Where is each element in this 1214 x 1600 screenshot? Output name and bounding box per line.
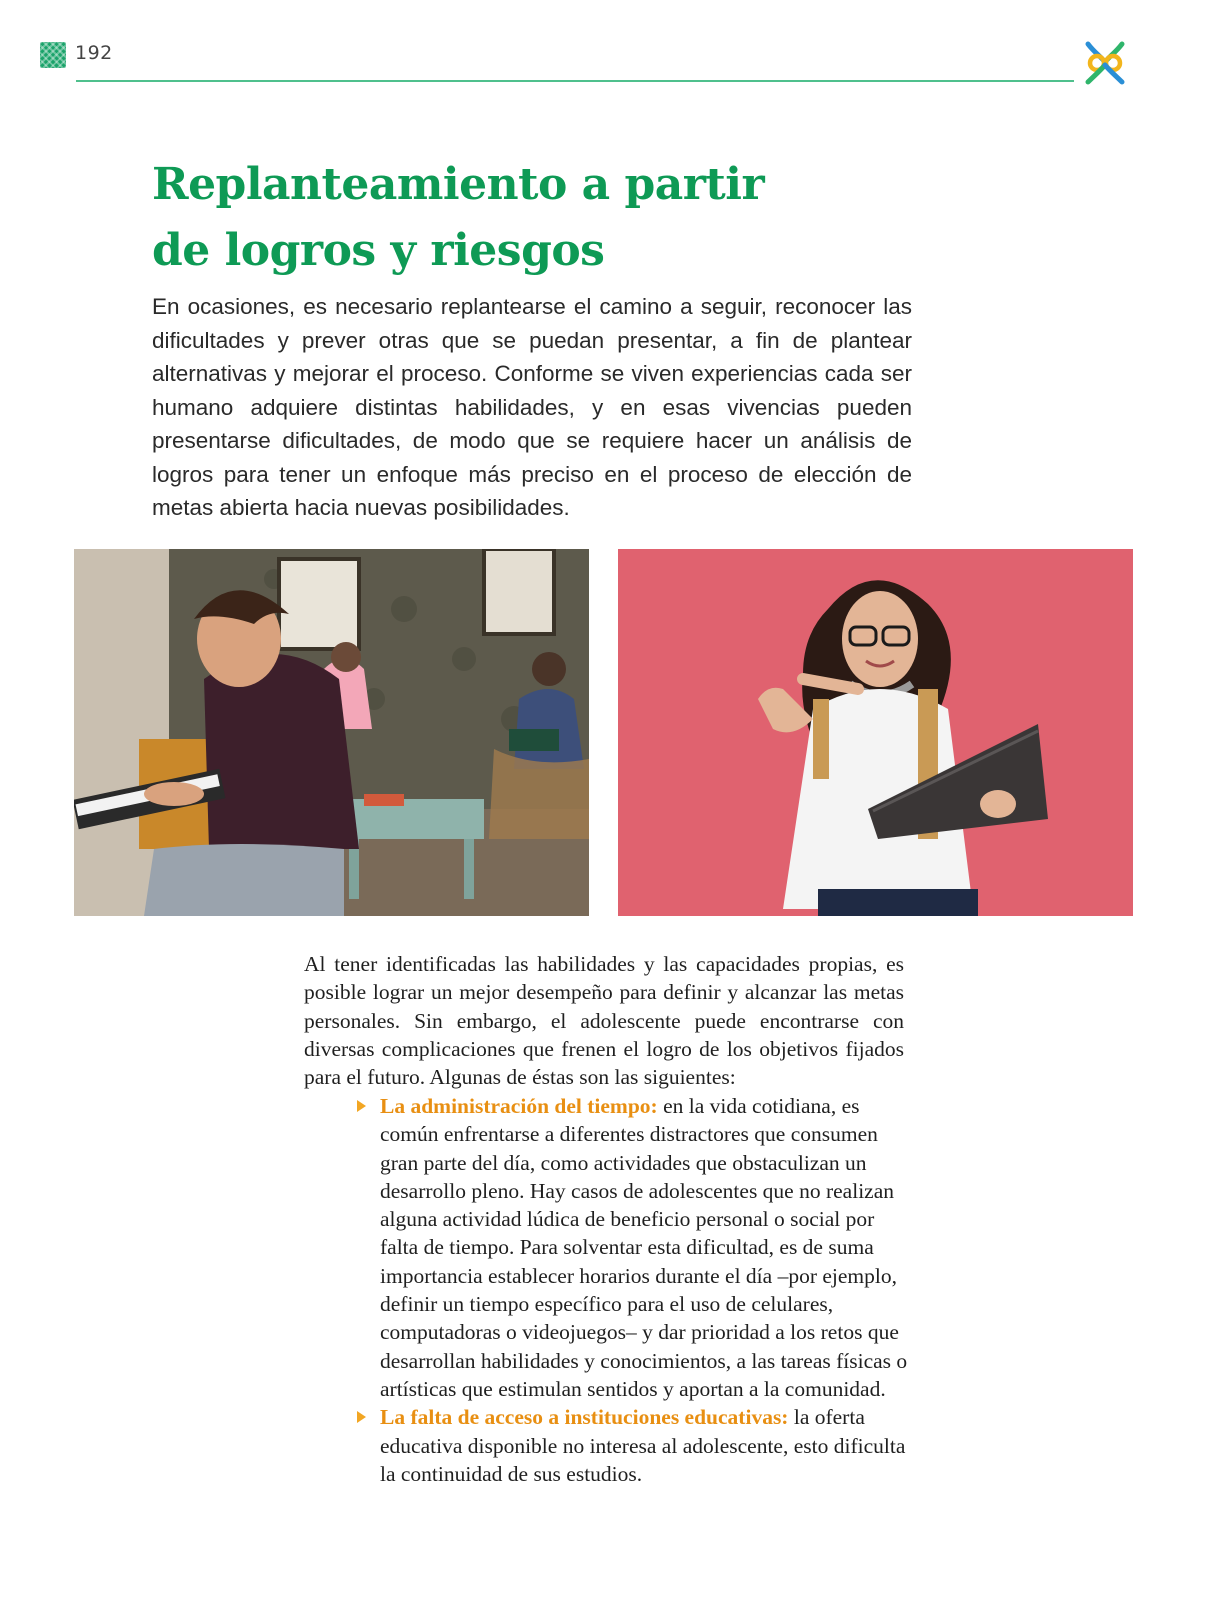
list-item [355,1403,915,1488]
bullet-term: La falta de acceso a instituciones educativas: [380,1405,789,1430]
program-logo-icon [1080,38,1130,88]
intro-paragraph: En ocasiones, es necesario replantearse el camino a seguir, reconocer las dificultades y prever otras que se puedan presentar, a fin de plantear alternativas y mejorar el proceso. Conforme se viven experiencias cada ser humano adquiere distintas habilidades, y en esas vivencias pueden presentarse dificultades, de modo que se requiere hacer un análisis de logros para tener un enfoque más preciso en el proceso de elección de metas abierta hacia nuevas posibilidades. [152,294,912,520]
student-with-laptop-photo [618,549,1133,916]
bullet-text: la oferta educativa disponible no interesa al adolescente, esto dificulta la continuidad de sus estudios. [380,1405,906,1486]
teen-playing-piano-photo [74,549,589,916]
bullet-text: en la vida cotidiana, es común enfrentarse a diferentes distractores que consumen gran parte del día, como actividades que obstaculizan un desarrollo pleno. Hay casos de adolescentes que no realizan alguna actividad lúdica de beneficio personal o social por falta de tiempo. Para solventar esta dificultad, es de suma importancia establecer horarios durante el día –por ejemplo, definir un tiempo específico para el uso de celulares, computadoras o videojuegos– y dar prioridad a los retos que desarrollan habilidades y conocimientos, a las tareas físicas o artísticas que estimulan sentidos y aportan a la comunidad. [380,1094,908,1401]
title-line-2: de logros y riesgos [152,225,605,276]
book-pattern-icon [40,42,66,68]
page-title [152,152,872,284]
triangle-bullet-icon [357,1100,366,1112]
header-divider [76,80,1074,82]
list-item [355,1092,915,1403]
page-header [0,0,1214,90]
body-paragraph: Al tener identificadas las habilidades y las capacidades propias, es posible lograr un mejor desempeño para definir y alcanzar las metas personales. Sin embargo, el adolescente puede encontrarse con diversas complicaciones que frenen el logro de los objetivos fijados para el futuro. Algunas de éstas son las siguientes: [304,952,904,1090]
triangle-bullet-icon [357,1411,366,1423]
difficulties-list [355,1092,915,1488]
bullet-term: La administración del tiempo: [380,1094,658,1118]
title-line-1: Replanteamiento a partir [152,159,765,210]
page-number: 192 [75,42,113,64]
